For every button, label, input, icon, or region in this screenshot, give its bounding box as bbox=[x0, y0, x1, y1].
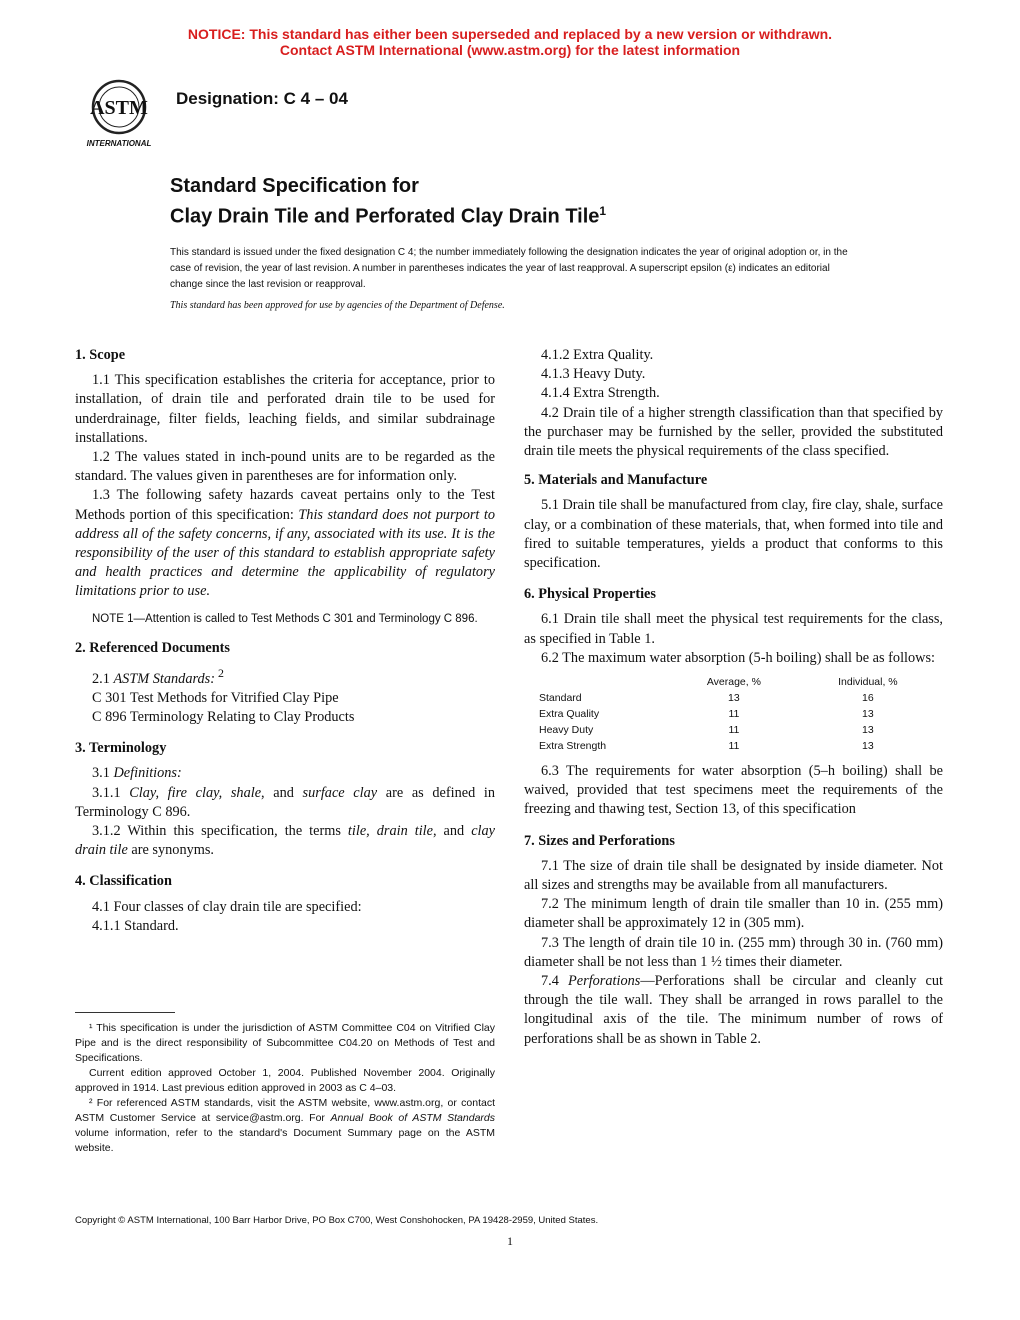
reference-c896: C 896 Terminology Relating to Clay Products bbox=[92, 709, 355, 726]
paragraph-4-1-1: 4.1.1 Standard. bbox=[92, 917, 179, 934]
paragraph-7-3: 7.3 The length of drain tile 10 in. (255 mm) through 30 in. (760 mm) diameter shall be not less than 1 ½ times their diameter. bbox=[524, 934, 943, 970]
title-line-1: Standard Specification for bbox=[170, 175, 419, 197]
footnote-2 bbox=[75, 1096, 495, 1156]
page-number: 1 bbox=[507, 1234, 513, 1248]
notice-line-1: NOTICE: This standard has either been superseded and replaced by a new version or withdrawn. bbox=[187, 26, 833, 42]
safety-caveat: This standard does not purport to address all of the safety concerns, if any, associated with its use. It is the responsibility of the user of this standard to establish appropriate safety and health practices and determine the applicability of regulatory limitations prior to use. bbox=[75, 506, 495, 600]
table-cell: Heavy Duty bbox=[539, 724, 594, 737]
table-cell: 13 bbox=[728, 692, 740, 705]
p74-c: —Perforations shall be circular and cleanly cut through the tile wall. They shall be arranged in rows parallel to the longitudinal axis of the tile. The minimum number of rows of perforations shall be as shown in Table 2. bbox=[524, 973, 944, 1047]
footnote-rule bbox=[75, 1012, 175, 1013]
paragraph-1-3 bbox=[75, 486, 495, 601]
table-cell: 11 bbox=[728, 740, 740, 753]
paragraph-3-1 bbox=[75, 764, 495, 783]
section-heading-scope: 1. Scope bbox=[75, 347, 126, 363]
table-row bbox=[538, 722, 938, 738]
paragraph-4-1: 4.1 Four classes of clay drain tile are specified: bbox=[92, 898, 362, 915]
section-heading-physical-properties: 6. Physical Properties bbox=[524, 586, 656, 603]
footnote-2-a: ² For referenced ASTM standards, visit the ASTM website, www.astm.org, or contact ASTM Customer Service at service@astm.org. For bbox=[75, 1097, 495, 1124]
section-heading-terminology: 3. Terminology bbox=[75, 740, 167, 757]
paragraph-4-1-3: 4.1.3 Heavy Duty. bbox=[541, 366, 646, 383]
p74-a: 7.4 bbox=[541, 973, 569, 990]
table-cell: Extra Strength bbox=[539, 740, 607, 753]
footnote-1: ¹ This specification is under the jurisdiction of ASTM Committee C04 on Vitrified Clay Pipe and is the direct responsibility of Subcommittee C04.20 on Methods of Test and Specifications. bbox=[75, 1022, 495, 1064]
paragraph-3-1-1 bbox=[75, 784, 495, 822]
section-heading-materials: 5. Materials and Manufacture bbox=[524, 472, 708, 489]
logo-text: ASTM bbox=[90, 97, 148, 119]
table-cell: 11 bbox=[728, 708, 740, 721]
reference-c301: C 301 Test Methods for Vitrified Clay Pipe bbox=[92, 689, 339, 706]
table-cell: 16 bbox=[862, 692, 874, 705]
table-cell: 11 bbox=[728, 724, 740, 737]
paragraph-7-1: 7.1 The size of drain tile shall be designated by inside diameter. Not all sizes and strengths may be available from all manufacturers. bbox=[524, 857, 943, 894]
p311-e: are as defined in Terminology C 896. bbox=[75, 784, 495, 820]
supersede-notice bbox=[0, 26, 1020, 58]
section-heading-referenced-documents: 2. Referenced Documents bbox=[75, 639, 230, 656]
table-cell: Extra Quality bbox=[539, 708, 600, 721]
table-cell: 13 bbox=[862, 724, 874, 737]
table-row bbox=[538, 706, 938, 722]
paragraph-4-1-2: 4.1.2 Extra Quality. bbox=[541, 347, 654, 363]
p312-c: , and bbox=[432, 823, 472, 840]
note-1: NOTE 1—Attention is called to Test Methods C 301 and Terminology C 896. bbox=[92, 612, 478, 625]
astm-logo bbox=[76, 76, 162, 150]
paragraph-7-2: 7.2 The minimum length of drain tile smaller than 10 in. (255 mm) diameter shall be approximately 12 in (305 mm). bbox=[524, 896, 943, 932]
logo-subtext: INTERNATIONAL bbox=[86, 139, 152, 148]
table-cell: Standard bbox=[539, 692, 582, 705]
p311-b: Clay, fire clay, shale bbox=[129, 784, 262, 801]
p312-a: 3.1.2 Within this specification, the terms bbox=[92, 823, 348, 840]
table-row bbox=[538, 738, 938, 754]
table-cell: 13 bbox=[862, 708, 874, 721]
astm-standards-label: ASTM Standards: bbox=[113, 670, 215, 687]
table-header-cell: Individual, % bbox=[838, 676, 898, 689]
definitions-label: Definitions: bbox=[113, 765, 182, 782]
footnote-2-b: Annual Book of ASTM Standards bbox=[330, 1112, 495, 1124]
p312-d: clay drain tile bbox=[75, 823, 495, 859]
title-line-2: Clay Drain Tile and Perforated Clay Drain Tile bbox=[170, 205, 600, 228]
notice-line-2: Contact ASTM International (www.astm.org) for the latest information bbox=[279, 42, 741, 58]
p311-d: surface clay bbox=[302, 784, 378, 801]
designation: Designation: C 4 – 04 bbox=[176, 89, 348, 108]
section-heading-classification: 4. Classification bbox=[75, 873, 172, 890]
document-title bbox=[170, 174, 606, 230]
right-column bbox=[524, 346, 943, 1049]
paragraph-2-1-number: 2.1 bbox=[92, 670, 114, 687]
perforations-label: Perforations bbox=[568, 973, 641, 990]
issued-note: This standard is issued under the fixed designation C 4; the number immediately following the designation indicates the year of original adoption or, in the case of revision, the year of last revision. A number in parentheses indicates the year of last reapproval. A superscript epsilon (ε) indicates an editorial change since the last revision or reapproval. bbox=[170, 247, 848, 290]
paragraph-3-1-number: 3.1 bbox=[92, 765, 114, 782]
paragraph-1-1: 1.1 This specification establishes the criteria for acceptance, prior to installation, of drain tile and perforated drain tile to be used for underdrainage, filter fields, leaching fields, and similar subdrainage installations. bbox=[75, 372, 495, 446]
paragraph-1-3-text: 1.3 The following safety hazards caveat pertains only to the Test Methods portion of this specification: bbox=[75, 487, 495, 523]
paragraph-1-2: 1.2 The values stated in inch-pound units are to be regarded as the standard. The values given in parentheses are for information only. bbox=[75, 449, 495, 485]
p311-c: , and bbox=[261, 784, 303, 801]
paragraph-6-3: 6.3 The requirements for water absorption (5–h boiling) shall be waived, provided that test specimens meet the requirements of the freezing and thawing test, Section 13, of this specification bbox=[524, 763, 943, 818]
table-row bbox=[538, 690, 938, 706]
paragraph-5-1: 5.1 Drain tile shall be manufactured from clay, fire clay, shale, surface clay, or a combination of these materials, that, when formed into tile and fired to suitable temperatures, yields a product that conforms to this specification. bbox=[524, 497, 943, 572]
paragraph-4-2: 4.2 Drain tile of a higher strength classification than that specified by the purchaser may be furnished by the seller, provided the substituted drain tile meets the physical requirements of the class specified. bbox=[524, 404, 943, 460]
paragraph-4-1-4: 4.1.4 Extra Strength. bbox=[541, 385, 660, 402]
table-header-cell bbox=[538, 674, 670, 690]
absorption-table-header bbox=[538, 674, 938, 690]
title-footnote-mark: 1 bbox=[599, 204, 607, 218]
footnotes bbox=[75, 1021, 495, 1156]
paragraph-6-1: 6.1 Drain tile shall meet the physical test requirements for the class, as specified in Table 1. bbox=[524, 611, 943, 647]
paragraph-2-1 bbox=[75, 664, 495, 689]
p312-e: are synonyms. bbox=[127, 842, 214, 859]
paragraph-6-2: 6.2 The maximum water absorption (5-h boiling) shall be as follows: bbox=[541, 649, 936, 666]
table-cell: 13 bbox=[862, 740, 874, 753]
footnote-ref-2: 2 bbox=[215, 665, 224, 680]
paragraph-3-1-2 bbox=[75, 822, 495, 860]
left-column bbox=[75, 346, 495, 936]
section-heading-sizes: 7. Sizes and Perforations bbox=[524, 832, 675, 849]
copyright: Copyright © ASTM International, 100 Barr Harbor Drive, PO Box C700, West Conshohocken, PA 19428-2959, United States. bbox=[75, 1215, 599, 1226]
footnote-2-c: volume information, refer to the standard's Document Summary page on the ASTM website. bbox=[75, 1127, 495, 1154]
p312-b: tile, drain tile bbox=[347, 823, 433, 840]
approved-note: This standard has been approved for use by agencies of the Department of Defense. bbox=[170, 300, 505, 311]
absorption-table bbox=[538, 674, 938, 754]
paragraph-7-4 bbox=[524, 972, 943, 1049]
footnote-1-edition: Current edition approved October 1, 2004. Published November 2004. Originally approved in 1914. Last previous edition approved in 2003 as C 4–03. bbox=[75, 1067, 495, 1094]
p311-a: 3.1.1 bbox=[92, 784, 130, 801]
table-header-cell: Average, % bbox=[706, 676, 761, 689]
